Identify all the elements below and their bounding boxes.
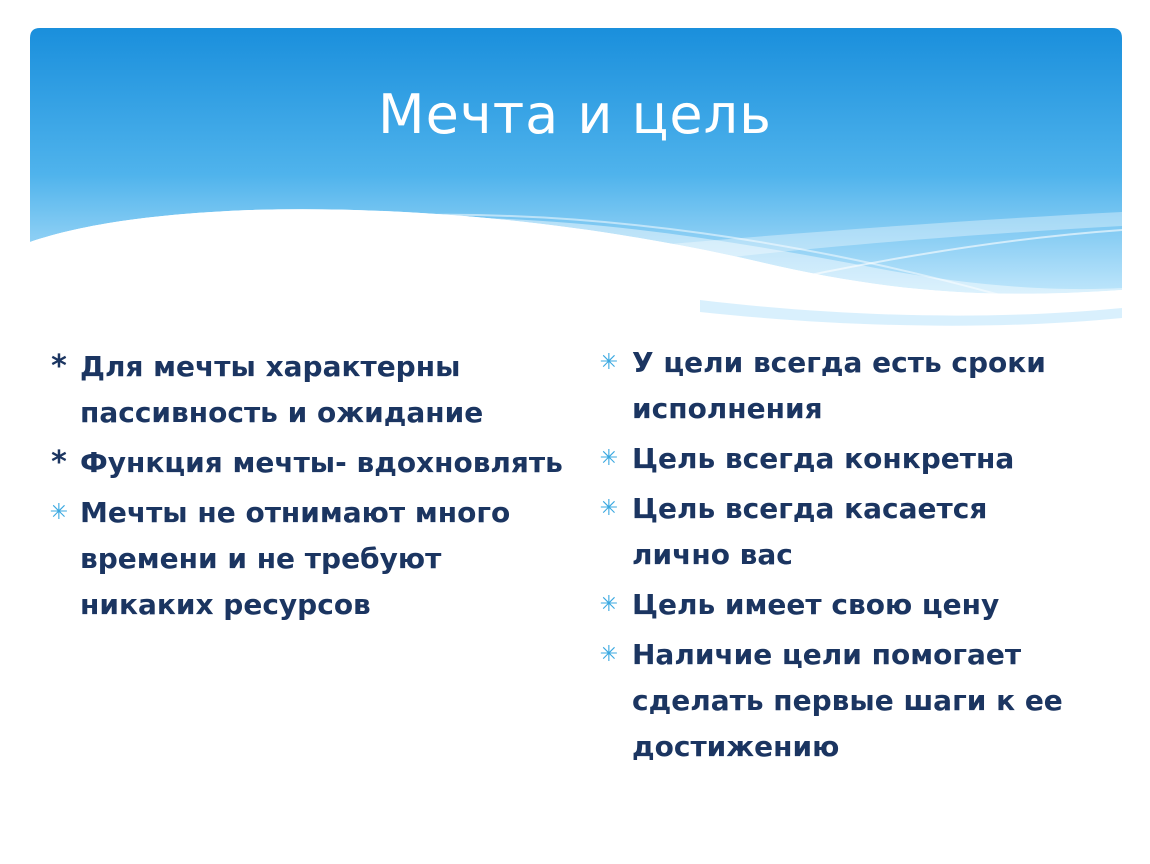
list-item-text: Для мечты характерны пассивность и ожидание [80, 350, 484, 429]
right-column-list [594, 340, 1064, 774]
header-wave-background [0, 0, 1150, 330]
snowflake-bullet-icon: ✳ [599, 592, 619, 617]
list-item-text: Мечты не отнимают много времени и не требуют никаких ресурсов [80, 496, 511, 621]
list-item [594, 582, 1064, 628]
list-item [594, 632, 1064, 770]
snowflake-bullet-icon: ✳ [599, 446, 619, 471]
list-item-text: Цель имеет свою цену [632, 588, 1000, 621]
asterisk-bullet-icon: * [51, 349, 67, 384]
list-item [44, 440, 564, 486]
list-item [594, 340, 1064, 432]
slide-title: Мечта и цель [377, 83, 772, 146]
list-item-text: Функция мечты- вдохновлять [80, 446, 563, 479]
list-item [44, 344, 564, 436]
left-column-list [44, 344, 564, 632]
list-item [594, 436, 1064, 482]
list-item-text: Цель всегда конкретна [632, 442, 1015, 475]
list-item [594, 486, 1064, 578]
asterisk-bullet-icon: * [51, 445, 67, 480]
list-item-text: Цель всегда касается лично вас [632, 492, 988, 571]
snowflake-bullet-icon: ✳ [49, 500, 69, 525]
list-item [44, 490, 564, 628]
list-item-text: Наличие цели помогает сделать первые шаги к ее достижению [632, 638, 1063, 763]
snowflake-bullet-icon: ✳ [599, 642, 619, 667]
snowflake-bullet-icon: ✳ [599, 350, 619, 375]
list-item-text: У цели всегда есть сроки исполнения [632, 346, 1046, 425]
snowflake-bullet-icon: ✳ [599, 496, 619, 521]
